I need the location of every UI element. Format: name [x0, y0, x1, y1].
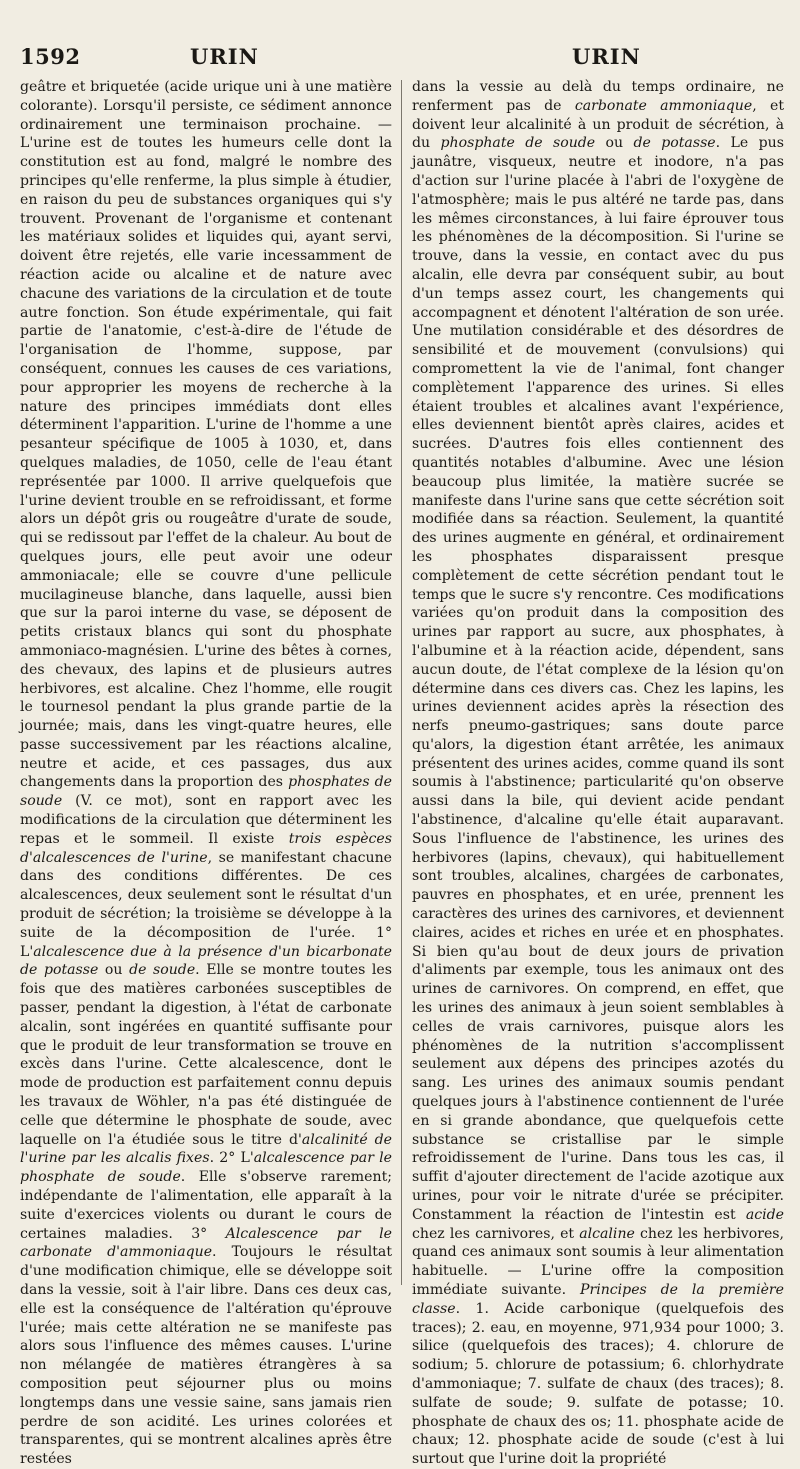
text-run: . 2° L': [209, 1150, 254, 1167]
page-number: 1592: [20, 44, 81, 69]
left-column-text: [20, 78, 392, 1469]
text-run: geâtre et briquetée (acide urique uni à une matière colorante). Lorsqu'il persiste, ce sédiment annonce ordinairement une terminaison prochaine. — L'urine est de toutes les humeurs celle dont la constitution est au fond, malgré le nombre des principes qu'elle renferme, la plus simple à étudier, en raison du peu de substances organiques qui s'y trouvent. Provenant de l'organisme et contenant les matériaux solides et liquides qui, ayant servi, doivent être rejetés, elle varie incessamment de réaction acide ou alcaline et de nature avec chacune des variations de la circulation et de toute autre fonction. Son étude expérimentale, qui fait partie de l'anatomie, c'est-à-dire de l'étude de l'organisation de l'homme, suppose, par conséquent, connues les causes de ces variations, pour approprier les moyens de recherche à la nature des principes immédiats dont elles déterminent l'apparition. L'urine de l'homme a une pesanteur spécifique de 1005 à 1030, et, dans quelques maladies, de 1050, celle de l'eau étant représentée par 1000. Il arrive quelquefois que l'urine devient trouble en se refroidissant, et forme alors un dépôt gris ou rougeâtre d'urate de soude, qui se redissout par l'effet de la chaleur. Au bout de quelques jours, elle peut avoir une odeur ammoniacale; elle se couvre d'une pellicule mucilagineuse blanche, dans laquelle, aussi bien que sur la paroi interne du vase, se déposent de petits cristaux blancs qui sont du phosphate ammoniaco-magnésien. L'urine des bêtes à cornes, des chevaux, des lapins et de plusieurs autres herbivores, est alcaline. Chez l'homme, elle rougit le tournesol pendant la plus grande partie de la journée; mais, dans les vingt-quatre heures, elle passe successivement par les réactions alcaline, neutre et acide, et ces passages, dus aux changements dans la proportion des: [20, 79, 392, 791]
right-column: [412, 78, 784, 1468]
text-run: chez les herbivores, quand ces animaux sont soumis à leur alimentation habituelle. — L'urine offre la composition immédiate suivante.: [412, 1225, 784, 1298]
page-header: [0, 44, 800, 74]
text-run: . Le pus jaunâtre, visqueux, neutre et inodore, n'a pas d'action sur l'urine placée à l'abri de l'oxygène de l'atmosphère; mais le pus altéré ne tarde pas, dans les mêmes circonstances, à lui faire éprouver tous les phénomènes de la décomposition. Si l'urine se trouve, dans la vessie, en contact avec du pus alcalin, elle devra par conséquent subir, au bout d'un temps assez court, les changements qui accompagnent et dénotent l'altération de son urée. Une mutilation considérable et des désordres de sensibilité et de mouvement (convulsions) qui compromettent la vie de l'animal, font changer complètement l'apparence des urines. Si elles étaient troubles et alcalines avant l'expérience, elles deviennent bientôt après claires, acides et sucrées. D'autres fois elles contiennent des quantités notables d'albumine. Avec une lésion beaucoup plus limitée, la matière sucrée se manifeste dans l'urine sans que cette sécrétion soit modifiée dans sa réaction. Seulement, la quantité des urines augmente en général, et ordinairement les phosphates disparaissent presque complètement de cette sécrétion pendant tout le temps que le sucre s'y rencontre. Ces modifications variées qu'on produit dans la composition des urines par rapport au sucre, aux phosphates, à l'albumine et à la réaction acide, dépendent, sans aucun doute, de l'état complexe de la lésion qu'on détermine dans ces divers cas. Chez les lapins, les urines deviennent acides après la résection des nerfs pneumo-gastriques; sans doute parce qu'alors, la digestion étant arrêtée, les animaux présentent des urines acides, comme quand ils sont soumis à l'abstinence; particularité qu'on observe aussi dans la bile, qui devient acide pendant l'abstinence, d'alcaline qu'elle était auparavant. Sous l'influence de l'abstinence, les urines des herbivores (lapins, chevaux), qui habituellement sont troubles, alcalines, chargées de carbonates, pauvres en phosphates, et en urée, prennent les caractères des urines des carnivores, et deviennent claires, acides et riches en urée et en phosphates. Si bien qu'au bout de deux jours de privation d'aliments par exemple, tous les animaux ont des urines de carnivores. On comprend, en effet, que les urines des animaux à jeun soient semblables à celles de vrais carnivores, puisque alors les phénomènes de la nutrition s'accomplissent seulement aux dépens des principes azotés du sang. Les urines des animaux soumis pendant quelques jours à l'abstinence contiennent de l'urée en si grande abondance, que quelquefois cette substance se cristallise par le simple refroidissement de l'urine. Dans tous les cas, il suffit d'ajouter directement de l'acide azotique aux urines, pour voir le nitrate d'urée se précipiter. Constamment la réaction de l'intestin est: [412, 135, 784, 1223]
text-run: , se manifestant chacune dans des conditions différentes. De ces alcalescences, deux seulement sont le résultat d'un produit de sécrétion; la troisième se développe à la suite de la décomposition de l'urée. 1° L': [20, 849, 392, 960]
italic-term: alcalescence due à la présence d'un bicarbonate de potasse: [20, 943, 392, 979]
italic-term: alcaline: [579, 1225, 635, 1242]
text-run: . Toujours le résultat d'une modification chimique, elle se développe soit dans la vessie, soit à l'air libre. Dans ces deux cas, elle est la conséquence de l'altération qu'éprouve l'urée; mais cette altération ne se manifeste pas alors sous l'influence des mêmes causes. L'urine non mélangée de matières étrangères à sa composition peut séjourner plus ou moins longtemps dans une vessie saine, sans jamais rien perdre de son acidité. Les urines colorées et transparentes, qui se montrent alcalines après être restées: [20, 1244, 392, 1468]
text-run: ou: [595, 135, 634, 152]
text-run: chez les carnivores, et: [412, 1225, 580, 1242]
text-run: dans la vessie au delà du temps ordinaire, ne renferment pas de: [412, 79, 784, 114]
column-divider: [401, 80, 402, 1285]
text-run: , et doivent leur alcalinité à un produit de sécrétion, à du: [412, 97, 784, 152]
italic-term: de potasse: [633, 135, 716, 152]
italic-term: alcalinité de l'urine par les alcalis fixes: [20, 1131, 393, 1167]
italic-term: Principes de la première classe: [412, 1282, 784, 1317]
text-run: . Elle se montre toutes les fois que des matières carbonées susceptibles de passer, pendant la digestion, à l'état de carbonate alcalin, sont ingérées en quantité suffisante pour que le produit de leur transformation se trouve en excès dans l'urine. Cette alcalescence, dont le mode de production est parfaitement connu depuis les travaux de Wöhler, n'a pas été distinguée de celle que détermine le phosphate de soude, avec laquelle on l'a étudiée sous le titre d': [20, 962, 392, 1148]
text-run: (V. ce mot), sont en rapport avec les modifications de la circulation que déterminent les repas et le sommeil. Il existe: [20, 793, 392, 847]
italic-term: acide: [745, 1206, 784, 1223]
italic-term: de soude: [129, 962, 196, 979]
italic-term: carbonate ammoniaque: [574, 97, 753, 114]
text-run: ou: [98, 962, 130, 979]
text-run: . Elle s'observe rarement; indépendante de l'alimentation, elle apparaît à la suite d'exercices violents ou durant le cours de certaines maladies. 3°: [20, 1169, 392, 1242]
right-column-text: [412, 78, 784, 1469]
running-head-left: URIN: [190, 44, 259, 69]
italic-term: phosphate de soude: [440, 135, 596, 152]
italic-term: Alcalescence par le carbonate d'ammoniaque: [20, 1225, 392, 1261]
left-column: [20, 78, 393, 1468]
text-run: . 1. Acide carbonique (quelquefois des traces); 2. eau, en moyenne, 971,934 pour 1000; 3. silice (quelquefois des traces); 4. chlorure de sodium; 5. chlorure de potassium; 6. chlorhydrate d'ammoniaque; 7. sulfate de chaux (des traces); 8. sulfate de soude; 9. sulfate de potasse; 10. phosphate de chaux des os; 11. phosphate acide de chaux; 12. phosphate acide de soude (c'est à lui surtout que l'urine doit la propriété: [412, 1300, 784, 1468]
running-head-right: URIN: [572, 44, 641, 69]
italic-term: trois espèces d'alcalescences de l'urine: [20, 830, 392, 866]
italic-term: alcalescence par le phosphate de soude: [20, 1150, 392, 1186]
italic-term: phosphates de soude: [20, 774, 392, 810]
